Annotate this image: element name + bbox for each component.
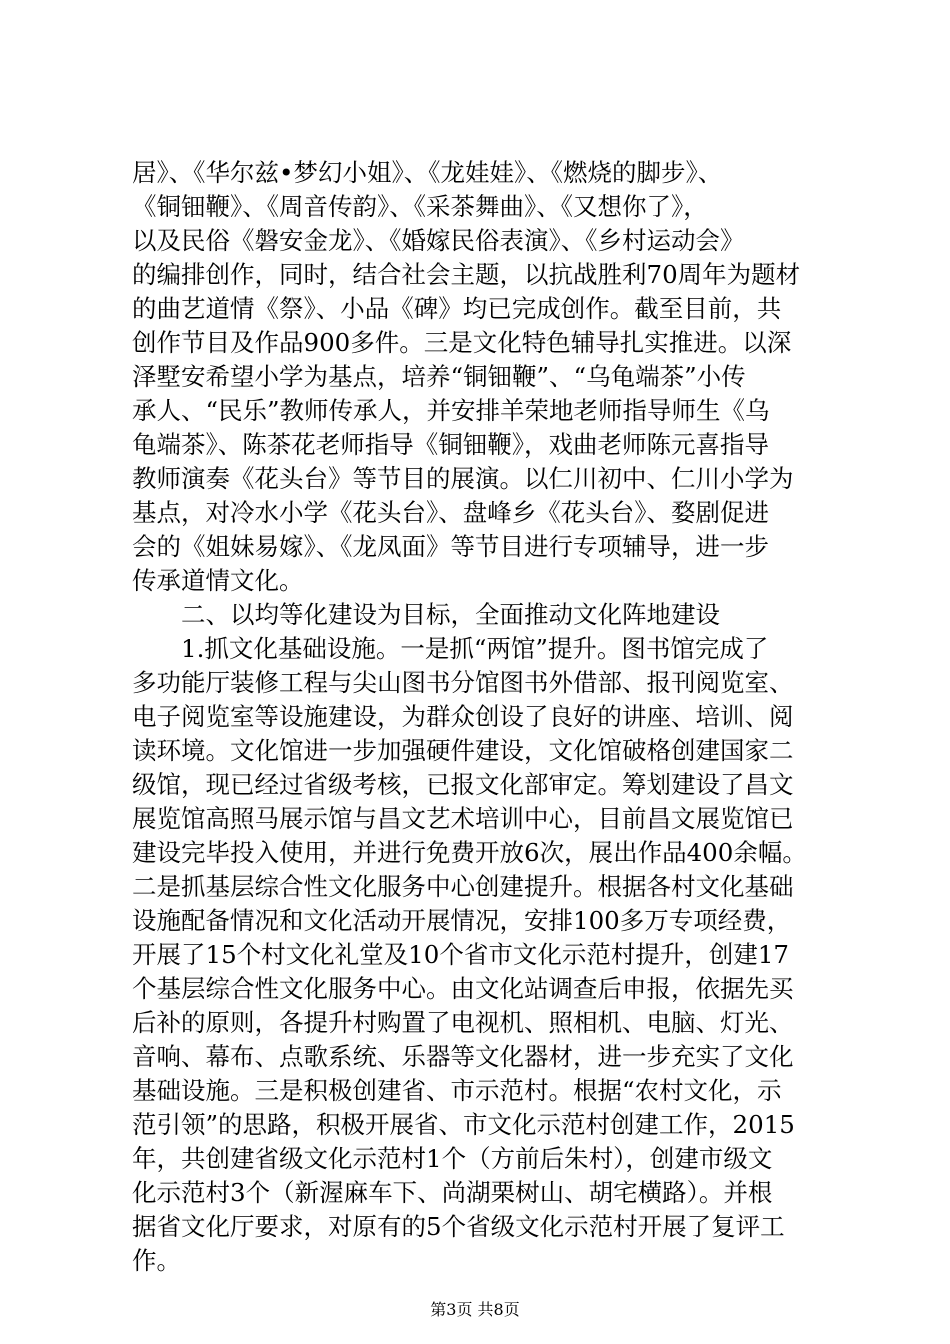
text-line: 读环境。文化馆进一步加强硬件建设，文化馆破格创建国家二 bbox=[132, 736, 794, 765]
section-heading: 二、以均等化建设为目标，全面推动文化阵地建设 bbox=[132, 600, 720, 629]
page-number-footer: 第3页 共8页 bbox=[430, 1300, 520, 1319]
text-line: 据省文化厅要求，对原有的5个省级文化示范村开展了复评工 bbox=[132, 1212, 785, 1241]
text-line: 音响、幕布、点歌系统、乐器等文化器材，进一步充实了文化 bbox=[132, 1042, 794, 1071]
text-line: 个基层综合性文化服务中心。由文化站调查后申报，依据先买 bbox=[132, 974, 794, 1003]
text-line: 1.抓文化基础设施。一是抓“两馆”提升。图书馆完成了 bbox=[132, 634, 769, 663]
text-line: 建设完毕投入使用，并进行免费开放6次，展出作品400余幅。 bbox=[132, 838, 807, 867]
text-line: 会的《姐妹易嫁》、《龙凤面》等节目进行专项辅导，进一步 bbox=[132, 532, 769, 561]
text-line: 基点，对冷水小学《花头台》、盘峰乡《花头台》、婺剧促进 bbox=[132, 498, 769, 527]
text-line: 二是抓基层综合性文化服务中心创建提升。根据各村文化基础 bbox=[132, 872, 794, 901]
text-line: 的编排创作，同时，结合社会主题，以抗战胜利70周年为题材 bbox=[132, 260, 801, 289]
text-line: 以及民俗《磐安金龙》、《婚嫁民俗表演》、《乡村运动会》 bbox=[132, 226, 745, 255]
text-line: 的曲艺道情《祭》、小品《碑》均已完成创作。截至目前，共 bbox=[132, 294, 782, 323]
text-line: 龟端茶》、陈茶花老师指导《铜钿鞭》，戏曲老师陈元喜指导 bbox=[132, 430, 769, 459]
text-line: 多功能厅装修工程与尖山图书分馆图书外借部、报刊阅览室、 bbox=[132, 668, 794, 697]
text-line: 基础设施。三是积极创建省、市示范村。根据“农村文化，示 bbox=[132, 1076, 782, 1105]
text-line: 开展了15个村文化礼堂及10个省市文化示范村提升，创建17 bbox=[132, 940, 790, 969]
text-line: 展览馆高照马展示馆与昌文艺术培训中心，目前昌文展览馆已 bbox=[132, 804, 794, 833]
text-line: 范引领”的思路，积极开展省、市文化示范村创建工作，2015 bbox=[132, 1110, 795, 1139]
text-line: 创作节目及作品900多件。三是文化特色辅导扎实推进。以深 bbox=[132, 328, 792, 357]
text-line: 居》、《华尔兹•梦幻小姐》、《龙娃娃》、《燃烧的脚步》、 bbox=[132, 158, 723, 187]
text-line: 年，共创建省级文化示范村1个（方前后朱村），创建市级文 bbox=[132, 1144, 773, 1173]
text-line: 作。 bbox=[132, 1246, 181, 1275]
text-line: 承人、“民乐”教师传承人，并安排羊荣地老师指导师生《乌 bbox=[132, 396, 770, 425]
text-line: 化示范村3个（新渥麻车下、尚湖栗树山、胡宅横路）。并根 bbox=[132, 1178, 773, 1207]
text-line: 泽墅安希望小学为基点，培养“铜钿鞭”、“乌龟端茶”小传 bbox=[132, 362, 746, 391]
text-line: 设施配备情况和文化活动开展情况，安排100多万专项经费， bbox=[132, 906, 792, 935]
text-line: 级馆，现已经过省级考核，已报文化部审定。筹划建设了昌文 bbox=[132, 770, 794, 799]
text-line: 教师演奏《花头台》等节目的展演。以仁川初中、仁川小学为 bbox=[132, 464, 794, 493]
text-line: 传承道情文化。 bbox=[132, 566, 304, 595]
text-line: 《铜钿鞭》、《周音传韵》、《采茶舞曲》、《又想你了》， bbox=[132, 192, 708, 221]
body-text bbox=[132, 156, 832, 1278]
text-line: 电子阅览室等设施建设，为群众创设了良好的讲座、培训、阅 bbox=[132, 702, 794, 731]
text-line: 后补的原则，各提升村购置了电视机、照相机、电脑、灯光、 bbox=[132, 1008, 794, 1037]
